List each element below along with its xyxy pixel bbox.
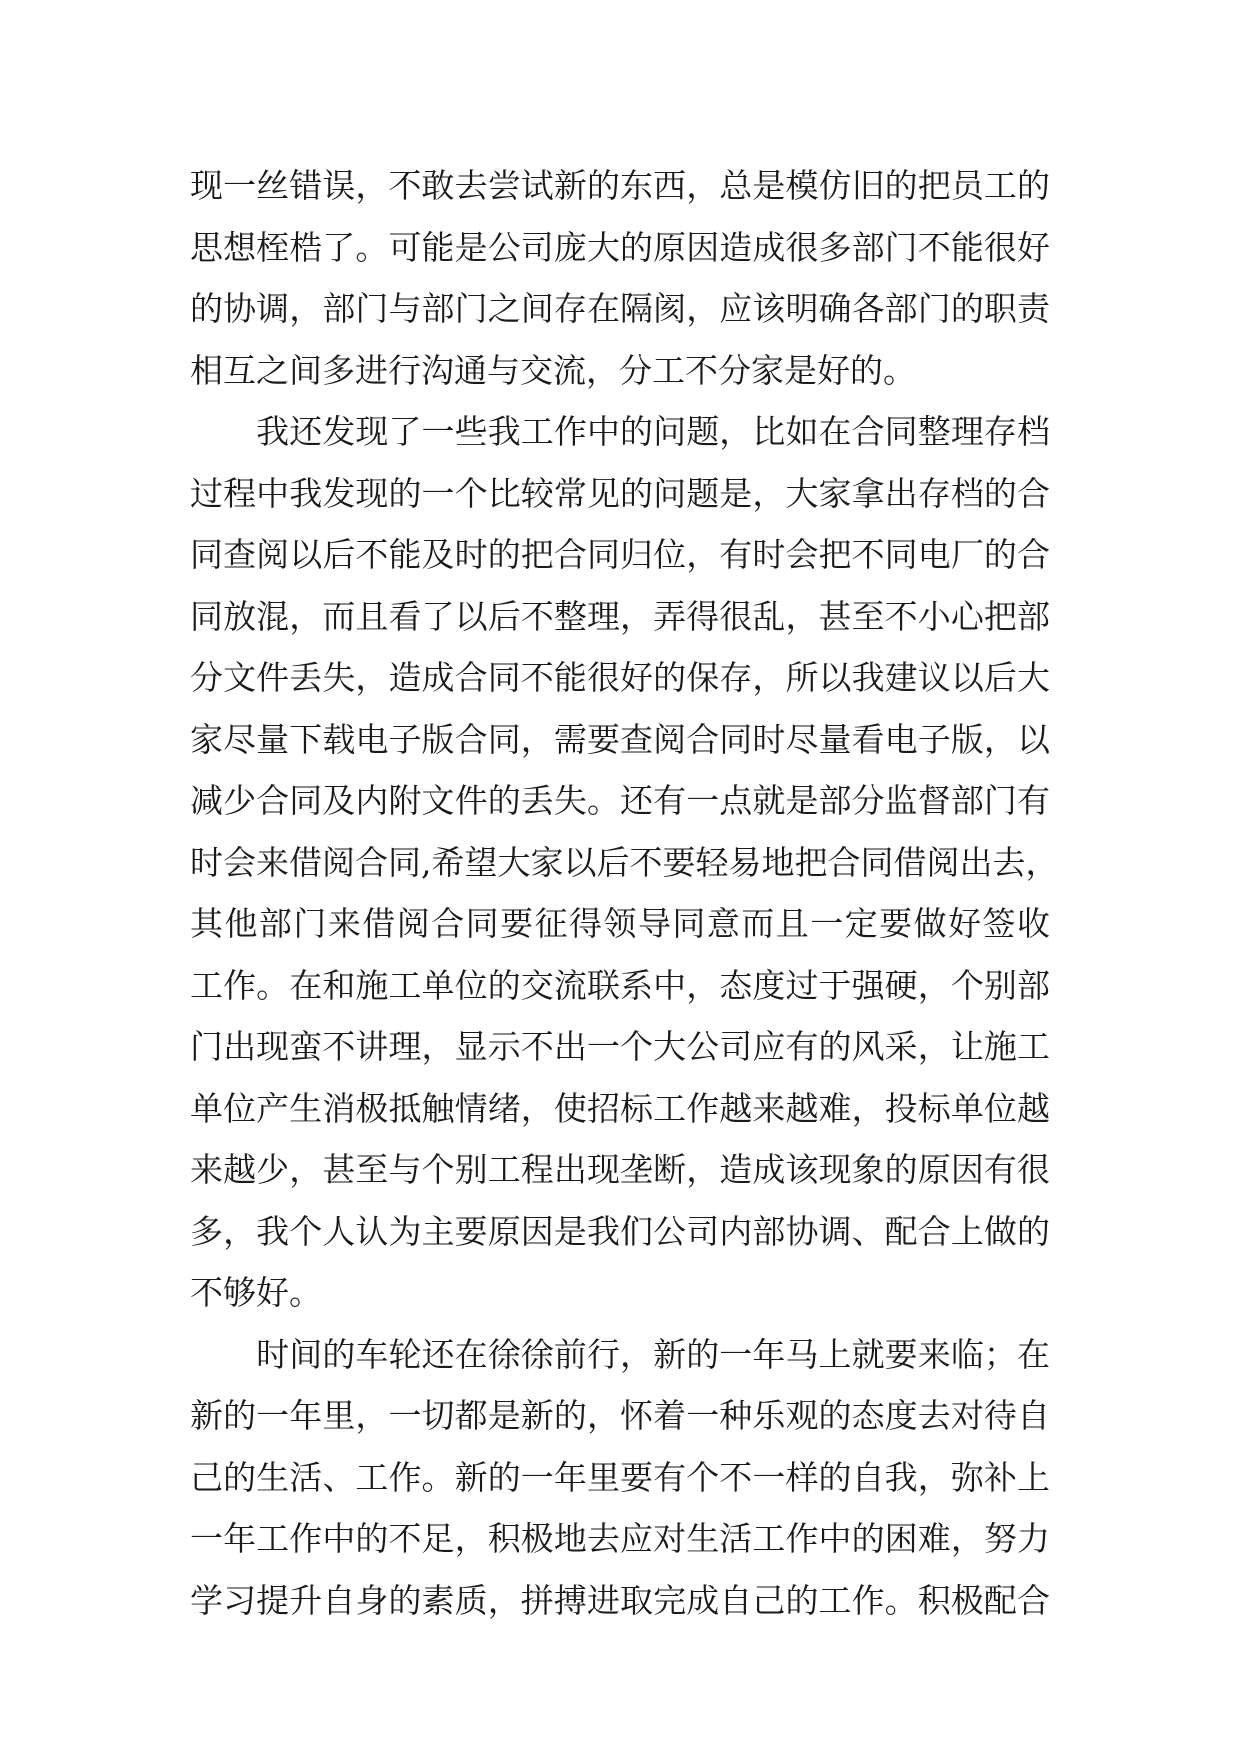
text-line: 我还发现了一些我工作中的问题，比如在合同整理存档: [190, 412, 1050, 451]
text-line: 不够好。: [190, 1273, 322, 1312]
text-line: 新的一年里，一切都是新的，怀着一种乐观的态度去对待自: [190, 1396, 1050, 1435]
text-line: 其他部门来借阅合同要征得领导同意而且一定要做好签收: [190, 904, 1050, 943]
text-line: 一年工作中的不足，积极地去应对生活工作中的困难，努力: [190, 1519, 1050, 1558]
text-line: 己的生活、工作。新的一年里要有个不一样的自我，弥补上: [190, 1457, 1050, 1497]
text-line: 来越少，甚至与个别工程出现垄断，造成该现象的原因有很: [190, 1150, 1050, 1189]
text-line: 门出现蛮不讲理，显示不出一个大公司应有的风采，让施工: [190, 1027, 1050, 1066]
body-text: [190, 155, 1059, 1631]
text-line: 学习提升自身的素质，拼搏进取完成自己的工作。积极配合: [190, 1580, 1050, 1620]
text-line: 单位产生消极抵触情绪，使招标工作越来越难，投标单位越: [190, 1088, 1050, 1128]
text-line: 家尽量下载电子版合同，需要查阅合同时尽量看电子版，以: [190, 719, 1050, 759]
text-line: 相互之间多进行沟通与交流，分工不分家是好的。: [190, 350, 916, 390]
text-line: 多，我个人认为主要原因是我们公司内部协调、配合上做的: [190, 1211, 1050, 1251]
text-line: 减少合同及内附文件的丢失。还有一点就是部分监督部门有: [190, 781, 1050, 820]
text-line: 同查阅以后不能及时的把合同归位，有时会把不同电厂的合: [190, 535, 1050, 574]
text-line: 现一丝错误，不敢去尝试新的东西，总是模仿旧的把员工的: [190, 166, 1050, 205]
text-line: 工作。在和施工单位的交流联系中，态度过于强硬，个别部: [190, 965, 1050, 1005]
text-line: 同放混，而且看了以后不整理，弄得很乱，甚至不小心把部: [190, 596, 1050, 636]
text-line: 过程中我发现的一个比较常见的问题是，大家拿出存档的合: [190, 473, 1050, 513]
text-line: 时会来借阅合同,希望大家以后不要轻易地把合同借阅出去，: [190, 842, 1059, 882]
text-line: 分文件丢失，造成合同不能很好的保存，所以我建议以后大: [190, 658, 1050, 697]
text-line: 的协调，部门与部门之间存在隔阂，应该明确各部门的职责: [190, 289, 1050, 328]
text-line: 思想桎梏了。可能是公司庞大的原因造成很多部门不能很好: [190, 227, 1050, 267]
text-line: 时间的车轮还在徐徐前行，新的一年马上就要来临；在: [190, 1334, 1050, 1374]
